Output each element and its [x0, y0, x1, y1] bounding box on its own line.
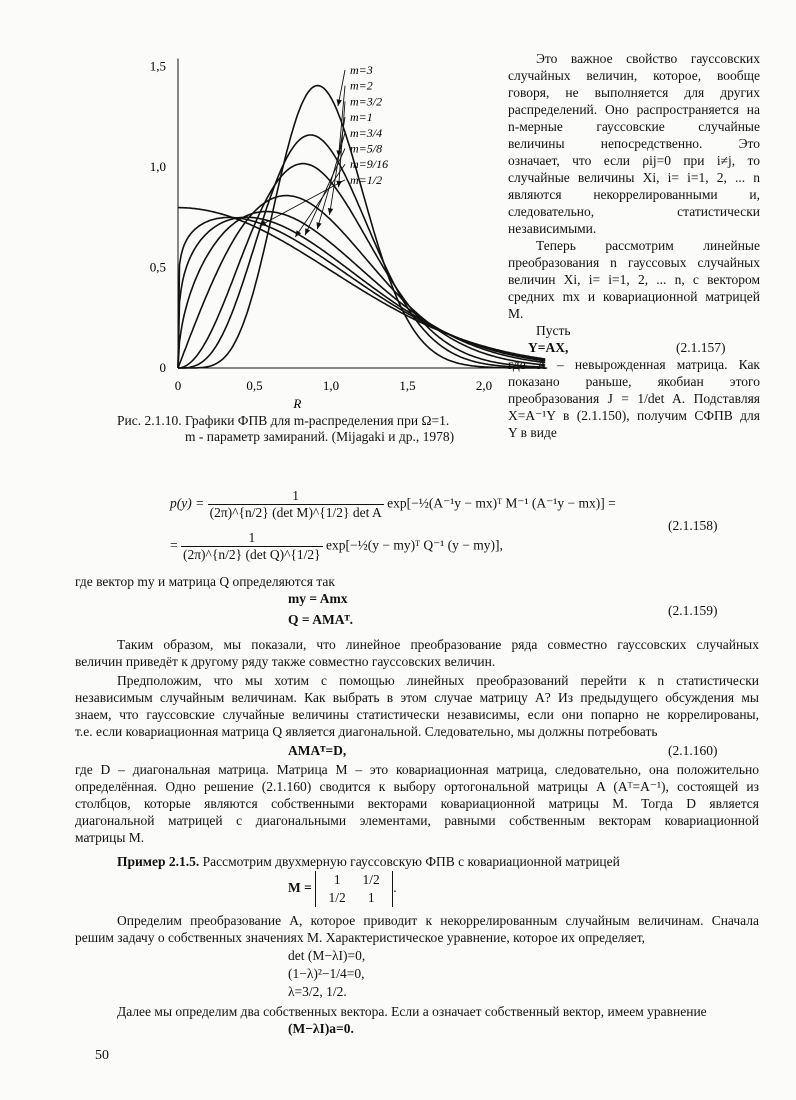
body-paragraph-3-line: диагональной матрицей с диагональными элементами, равными собственным векторам ковариационной	[75, 813, 759, 828]
right-paragraph-1	[508, 50, 760, 237]
body-paragraph-1	[75, 636, 759, 670]
right-paragraph-1-line: случайных величин, которое, вообще	[508, 68, 760, 83]
eq158-lhs: p(y) =	[170, 495, 205, 511]
body-paragraph-4	[75, 912, 759, 946]
body-paragraph-4-line: Определим преобразование A, которое приводит к некоррелированным случайным величинам. Сначала	[117, 913, 759, 928]
eq159-line-a: my = Amx	[288, 591, 348, 606]
right-paragraph-1-line: Это важное свойство гауссовских	[536, 51, 760, 66]
body-paragraph-2-line: знаем, что гауссовские случайные величины статистически независимы, если они попарно не коррелированы,	[75, 707, 759, 722]
legend-label: m=2	[350, 78, 373, 93]
right-paragraph-2-line: величин Xi, i= i=1, 2, ... n, с вектором	[508, 272, 760, 287]
matrix-cell: 1	[367, 890, 375, 905]
eq160-number: (2.1.160)	[668, 743, 718, 758]
matrix-cell: 1	[333, 872, 341, 887]
legend-arrowhead	[305, 228, 310, 235]
right-paragraph-2-line: M.	[508, 306, 524, 321]
right-paragraph-2-line: Теперь рассмотрим линейные	[536, 238, 760, 253]
final-equation: (M−λI)a=0.	[288, 1021, 354, 1036]
eq158-fraction-1	[208, 488, 384, 521]
right-paragraph-1-line: следовательно, статистически	[508, 204, 760, 219]
right-paragraph-1-line: величины непосредственно. Это	[508, 136, 760, 151]
eq158-num-2: 1	[181, 530, 323, 547]
right-paragraph-1-line: n-мерные гауссовские случайные	[508, 119, 760, 134]
body-paragraph-2-line: т.е. если ковариационная матрица Q является диагональной. Следовательно, мы должны потребовать	[75, 724, 658, 739]
body-paragraph-3-line: определённая. Одно решение (2.1.160) сводится к выбору ортогональной матрицы A (Aᵀ=A⁻¹), состоящей из	[75, 779, 759, 794]
where-line: где вектор my и матрица Q определяются так	[75, 574, 335, 589]
x-tick-label: 1,0	[322, 378, 340, 393]
legend-label: m=9/16	[350, 157, 389, 172]
right-paragraph-1-line: означает, что если ρij=0 при i≠j, то	[508, 153, 760, 168]
eq158-number: (2.1.158)	[668, 518, 718, 533]
figure-caption	[117, 413, 487, 445]
matrix-body	[315, 871, 393, 907]
right-paragraph-1-line: случайные величины Xi, i= i=1, 2, ... n	[508, 170, 760, 185]
eq160: AMAᵀ=D,	[288, 743, 347, 758]
example-title: Пример 2.1.5.	[117, 854, 200, 869]
right-paragraph-1-line: распределений. Оно распространяется на	[508, 102, 760, 117]
eq157-number: (2.1.157)	[676, 340, 726, 355]
legend-arrowhead	[328, 208, 333, 215]
char-eq-3: λ=3/2, 1/2.	[288, 984, 347, 999]
eq159-number: (2.1.159)	[668, 603, 718, 618]
matrix-cell: 1/2	[328, 890, 346, 905]
matrix-cell: 1/2	[362, 872, 380, 887]
legend-label: m=3/4	[350, 125, 383, 140]
eq158-rhs-2: exp[−½(y − my)ᵀ Q⁻¹ (y − my)],	[326, 537, 503, 553]
right-column	[508, 50, 760, 441]
legend-leader	[317, 133, 345, 229]
right-paragraph-3-line: преобразования J = 1/det A. Подставляя	[508, 391, 760, 406]
curve-m-1	[178, 196, 545, 368]
example-text: Рассмотрим двухмерную гауссовскую ФПВ с ковариационной матрицей	[202, 854, 620, 869]
right-paragraph-3-line: Y в виде	[508, 425, 557, 440]
eq158-lhs-2: =	[170, 537, 178, 553]
right-paragraph-2-line: средних mx и ковариационной матрицей	[508, 289, 760, 304]
y-tick-label: 1,5	[149, 58, 166, 74]
body-paragraph-5: Далее мы определим два собственных вектора. Если a означает собственный вектор, имеем уравнение	[117, 1004, 707, 1019]
curve-m-3-2	[178, 164, 545, 368]
char-eq-1: det (M−λI)=0,	[288, 948, 366, 963]
right-paragraph-1-line: являются некоррелированными и,	[508, 187, 760, 202]
legend-arrowhead	[317, 222, 322, 229]
equation-158-line-1	[170, 488, 616, 521]
right-paragraph-2-line: преобразования n гауссовых случайных	[508, 255, 760, 270]
example-line	[117, 853, 757, 870]
matrix-label: M =	[288, 880, 312, 896]
body-paragraph-1-line: Таким образом, мы показали, что линейное преобразование ряда совместно гауссовских случайных	[117, 637, 759, 652]
right-paragraph-3-line: показано раньше, якобиан этого	[508, 374, 760, 389]
eq158-fraction-2	[181, 530, 323, 563]
legend-label: m=1	[350, 110, 373, 125]
matrix-equation: M = 1 1/2 1/2 1.	[288, 872, 397, 905]
legend-arrowhead	[337, 99, 342, 106]
eq158-num-1: 1	[208, 488, 384, 505]
body-paragraph-3-line: где D – диагональная матрица. Матрица M – это ковариационная матрица, следовательно, она положительно	[75, 762, 759, 777]
let-word: Пусть	[536, 323, 571, 338]
char-eq-2: (1−λ)²−1/4=0,	[288, 966, 365, 981]
x-tick-label: 0,5	[246, 378, 263, 393]
caption-line-1: Рис. 2.1.10. Графики ФПВ для m-распределения при Ω=1.	[117, 413, 450, 428]
body-paragraph-2-line: Предположим, что мы хотим с помощью линейных преобразований перейти к n статистически	[117, 673, 759, 688]
body-paragraph-4-line: решим задачу о собственных значениях M. Характеристическое уравнение, которое их определяет,	[75, 930, 646, 945]
x-tick-label: 2,0	[475, 378, 493, 393]
eq158-den-2: (2π)^{n/2} (det Q)^{1/2}	[183, 547, 321, 562]
eq157-text: Y=AX,	[528, 340, 569, 355]
equation-157	[508, 339, 760, 356]
legend-label: m=1/2	[350, 172, 383, 187]
legend-label: m=3	[350, 63, 373, 77]
eq158-den-1: (2π)^{n/2} (det M)^{1/2} det A	[209, 505, 382, 520]
body-paragraph-2	[75, 672, 759, 740]
body-paragraph-3-line: матрицы M.	[75, 830, 145, 845]
y-tick-label: 1,0	[149, 159, 166, 174]
eq159-line-b: Q = AMAᵀ.	[288, 612, 354, 627]
right-paragraph-3-line: где A – невырожденная матрица. Как	[508, 357, 760, 372]
y-tick-label: 0	[159, 360, 166, 375]
body-paragraph-3-line: столбцов, которые являются собственными векторами ковариационной матрицы M. Тогда D является	[75, 796, 759, 811]
body-paragraph-1-line: величин приведёт к другому ряду также совместно гауссовских величин.	[75, 654, 496, 669]
x-tick-label: 1,5	[399, 378, 416, 393]
body-paragraph-3	[75, 761, 759, 846]
right-paragraph-2	[508, 237, 760, 322]
page-number: 50	[95, 1048, 109, 1063]
body-paragraph-2-line: независимым случайным величинам. Как выбрать в этом случае матрицу A? Из предыдущего обсуждения мы	[75, 690, 759, 705]
eq158-rhs-1: exp[−½(A⁻¹y − mx)ᵀ M⁻¹ (A⁻¹y − mx)] =	[387, 495, 616, 511]
right-paragraph-1-line: говоря, не выполняется для других	[508, 85, 760, 100]
legend-leader	[260, 180, 345, 226]
x-tick-label: 0	[174, 378, 182, 393]
right-paragraph-3	[508, 356, 760, 441]
y-tick-label: 0,5	[149, 259, 166, 275]
legend-label: m=5/8	[350, 141, 383, 156]
right-paragraph-3-line: X=A⁻¹Y в (2.1.150), получим СФПВ для	[508, 408, 760, 423]
equation-158-line-2	[170, 530, 503, 563]
legend-label: m=3/2	[350, 94, 383, 109]
x-axis-label: R	[293, 396, 302, 411]
right-paragraph-1-line: независимыми.	[508, 221, 597, 236]
caption-line-2: m - параметр замираний. (Mijagaki и др., 1978)	[185, 429, 455, 444]
